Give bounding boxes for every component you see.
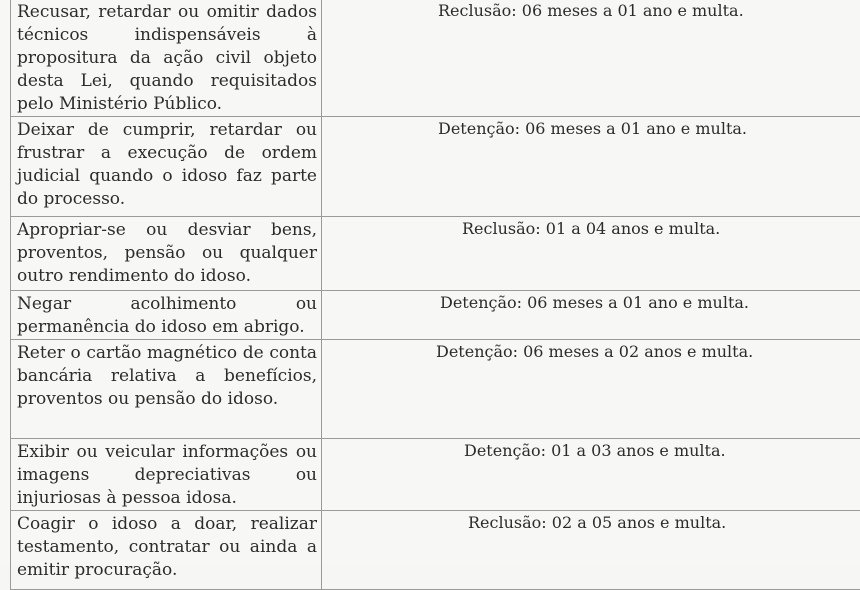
penalty-text: Reclusão: 01 a 04 anos e multa.: [322, 217, 860, 240]
table-row: [11, 0, 860, 117]
table-row: [11, 291, 860, 340]
offense-cell: [11, 0, 322, 117]
crimes-penalties-table: [10, 0, 860, 590]
offense-text: Recusar, retardar ou omitir dados técnicos indispensáveis à propositura da ação civil objeto desta Lei, quando requisitados pelo Ministério Público.: [17, 1, 317, 116]
table-row: [11, 340, 860, 439]
penalty-cell: [322, 0, 860, 117]
offense-cell: [11, 217, 322, 291]
table-row: [11, 117, 860, 217]
penalty-text: Reclusão: 06 meses a 01 ano e multa.: [322, 0, 860, 22]
offense-cell: [11, 439, 322, 511]
offense-text: Negar acolhimento ou permanência do idoso em abrigo.: [17, 293, 317, 339]
penalty-cell: [322, 439, 860, 511]
table-row: [11, 217, 860, 291]
offense-cell: [11, 511, 322, 590]
table-row: [11, 439, 860, 511]
offense-text: Coagir o idoso a doar, realizar testamento, contratar ou ainda a emitir procuração.: [17, 513, 317, 582]
offense-cell: [11, 340, 322, 439]
table-row: [11, 511, 860, 590]
offense-text: Apropriar-se ou desviar bens, proventos, pensão ou qualquer outro rendimento do idoso.: [17, 219, 317, 288]
offense-text: Exibir ou veicular informações ou imagens depreciativas ou injuriosas à pessoa idosa.: [17, 441, 317, 510]
penalty-text: Reclusão: 02 a 05 anos e multa.: [322, 511, 860, 534]
offense-text: Reter o cartão magnético de conta bancária relativa a benefícios, proventos ou pensão do idoso.: [17, 342, 317, 411]
penalty-cell: [322, 117, 860, 217]
penalty-cell: [322, 291, 860, 340]
penalty-cell: [322, 511, 860, 590]
offense-cell: [11, 117, 322, 217]
penalty-cell: [322, 217, 860, 291]
offense-text: Deixar de cumprir, retardar ou frustrar a execução de ordem judicial quando o idoso faz parte do processo.: [17, 119, 317, 211]
penalty-text: Detenção: 06 meses a 01 ano e multa.: [322, 291, 860, 314]
penalty-text: Detenção: 01 a 03 anos e multa.: [322, 439, 860, 462]
offense-cell: [11, 291, 322, 340]
penalty-text: Detenção: 06 meses a 01 ano e multa.: [322, 117, 860, 140]
penalty-cell: [322, 340, 860, 439]
penalty-text: Detenção: 06 meses a 02 anos e multa.: [322, 340, 860, 363]
